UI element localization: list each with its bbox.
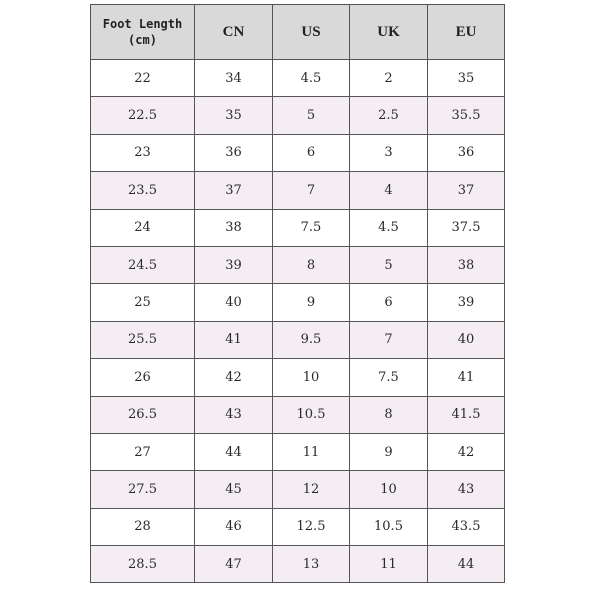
cell-cn: 39	[195, 246, 273, 283]
size-conversion-table	[90, 4, 505, 583]
cell-cn: 46	[195, 508, 273, 545]
cell-uk: 3	[350, 134, 428, 171]
cell-foot-length: 22.5	[91, 97, 195, 134]
cell-eu: 41.5	[428, 396, 505, 433]
cell-us: 11	[273, 433, 350, 470]
cell-uk: 4	[350, 172, 428, 209]
cell-foot-length: 22	[91, 60, 195, 97]
cell-eu: 37.5	[428, 209, 505, 246]
cell-eu: 41	[428, 359, 505, 396]
cell-us: 7	[273, 172, 350, 209]
cell-eu: 44	[428, 546, 505, 583]
table-row	[91, 546, 505, 583]
table-row	[91, 471, 505, 508]
header-row	[91, 5, 505, 60]
table-row	[91, 172, 505, 209]
header-eu: EU	[428, 5, 505, 60]
cell-foot-length: 23.5	[91, 172, 195, 209]
cell-eu: 35.5	[428, 97, 505, 134]
cell-foot-length: 25	[91, 284, 195, 321]
table-row	[91, 209, 505, 246]
cell-cn: 34	[195, 60, 273, 97]
cell-cn: 43	[195, 396, 273, 433]
table-row	[91, 433, 505, 470]
cell-uk: 11	[350, 546, 428, 583]
cell-uk: 6	[350, 284, 428, 321]
cell-foot-length: 27.5	[91, 471, 195, 508]
cell-us: 9.5	[273, 321, 350, 358]
cell-cn: 40	[195, 284, 273, 321]
cell-foot-length: 25.5	[91, 321, 195, 358]
cell-uk: 2.5	[350, 97, 428, 134]
cell-uk: 4.5	[350, 209, 428, 246]
cell-cn: 44	[195, 433, 273, 470]
cell-foot-length: 28.5	[91, 546, 195, 583]
table-row	[91, 321, 505, 358]
cell-eu: 36	[428, 134, 505, 171]
cell-us: 9	[273, 284, 350, 321]
cell-eu: 37	[428, 172, 505, 209]
cell-eu: 43	[428, 471, 505, 508]
cell-us: 7.5	[273, 209, 350, 246]
cell-us: 12.5	[273, 508, 350, 545]
cell-uk: 7.5	[350, 359, 428, 396]
table-row	[91, 134, 505, 171]
cell-foot-length: 24	[91, 209, 195, 246]
cell-cn: 38	[195, 209, 273, 246]
cell-eu: 38	[428, 246, 505, 283]
header-foot-length	[91, 5, 195, 60]
cell-eu: 40	[428, 321, 505, 358]
cell-cn: 36	[195, 134, 273, 171]
cell-us: 8	[273, 246, 350, 283]
cell-uk: 2	[350, 60, 428, 97]
cell-cn: 37	[195, 172, 273, 209]
table-row	[91, 359, 505, 396]
cell-us: 12	[273, 471, 350, 508]
header-foot-length-line2: (cm)	[128, 33, 157, 47]
header-uk: UK	[350, 5, 428, 60]
cell-foot-length: 26.5	[91, 396, 195, 433]
cell-uk: 9	[350, 433, 428, 470]
cell-cn: 35	[195, 97, 273, 134]
table-row	[91, 97, 505, 134]
cell-foot-length: 26	[91, 359, 195, 396]
cell-cn: 41	[195, 321, 273, 358]
table-row	[91, 396, 505, 433]
cell-eu: 39	[428, 284, 505, 321]
table-row	[91, 284, 505, 321]
table-body	[91, 60, 505, 583]
cell-foot-length: 24.5	[91, 246, 195, 283]
cell-eu: 43.5	[428, 508, 505, 545]
cell-us: 5	[273, 97, 350, 134]
cell-us: 4.5	[273, 60, 350, 97]
cell-us: 10.5	[273, 396, 350, 433]
cell-cn: 45	[195, 471, 273, 508]
cell-cn: 42	[195, 359, 273, 396]
table-row	[91, 60, 505, 97]
cell-uk: 10	[350, 471, 428, 508]
header-us: US	[273, 5, 350, 60]
cell-foot-length: 27	[91, 433, 195, 470]
cell-uk: 10.5	[350, 508, 428, 545]
cell-uk: 7	[350, 321, 428, 358]
table-header	[91, 5, 505, 60]
cell-uk: 8	[350, 396, 428, 433]
table-row	[91, 508, 505, 545]
cell-us: 10	[273, 359, 350, 396]
header-foot-length-line1: Foot Length	[102, 17, 183, 31]
cell-us: 13	[273, 546, 350, 583]
cell-cn: 47	[195, 546, 273, 583]
header-cn: CN	[195, 5, 273, 60]
cell-eu: 35	[428, 60, 505, 97]
cell-eu: 42	[428, 433, 505, 470]
cell-us: 6	[273, 134, 350, 171]
cell-uk: 5	[350, 246, 428, 283]
cell-foot-length: 28	[91, 508, 195, 545]
cell-foot-length: 23	[91, 134, 195, 171]
table-row	[91, 246, 505, 283]
